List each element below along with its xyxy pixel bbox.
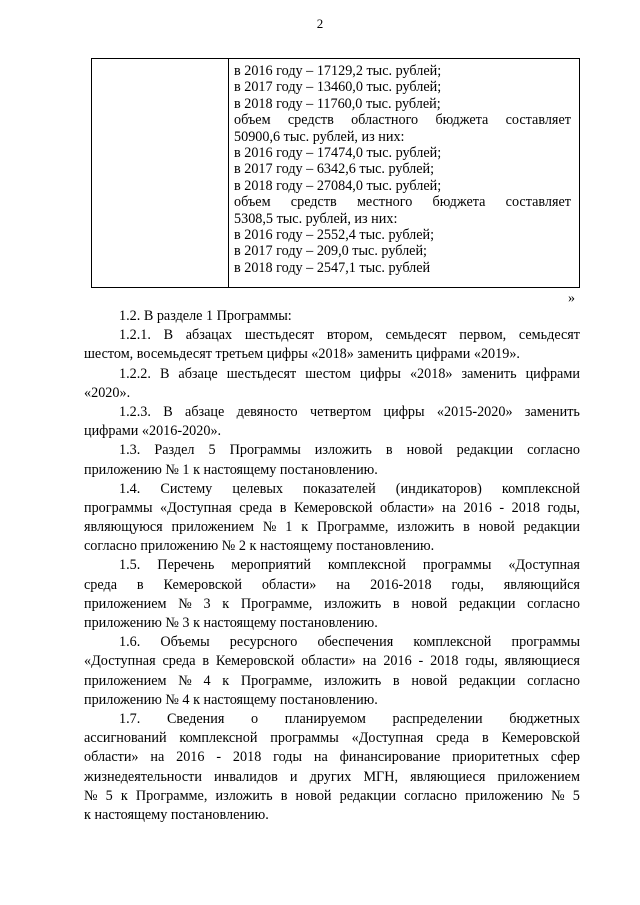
paragraph-word: в [392, 595, 400, 612]
table-cell-line [234, 194, 571, 210]
paragraph-word: новой [478, 519, 515, 536]
paragraph-word: годы, [547, 499, 580, 516]
paragraph-word: изложить [397, 519, 455, 536]
table-cell-word: средств [290, 194, 337, 211]
paragraph-word: на [442, 499, 456, 516]
paragraph-word: приложением [84, 595, 167, 612]
paragraph-word: абзацах [185, 327, 233, 344]
paragraph-word: являющиеся [410, 768, 486, 785]
paragraph-word: 5 [572, 787, 580, 804]
paragraph-line [84, 787, 580, 806]
paragraph-word: области» [301, 653, 356, 670]
paragraph-word: 2018 [232, 749, 262, 766]
table-cell-line: в 2016 году – 17474,0 тыс. рублей; [234, 144, 442, 161]
table-cell-word: составляет [505, 194, 571, 211]
paragraph-line [84, 556, 580, 575]
paragraph-line: согласно приложению № 2 к настоящему постановлению. [84, 538, 435, 555]
paragraph-line [84, 672, 580, 691]
table-cell-line: в 2017 году – 13460,0 тыс. рублей; [234, 79, 442, 96]
table-cell-line [234, 112, 571, 128]
paragraph-word: 1.2.3. [119, 403, 151, 420]
paragraph-word: среда [84, 576, 118, 593]
paragraph-word: на [313, 749, 328, 766]
paragraph-word: В [163, 327, 174, 344]
paragraph-word: комплексной [327, 557, 406, 574]
paragraph-word: являющиеся [504, 653, 580, 670]
paragraph-word: В [163, 403, 173, 420]
paragraph-word: 2018 [511, 499, 540, 516]
paragraph-line: 1.2. В разделе 1 Программы: [119, 308, 292, 324]
paragraph-word: в [136, 576, 144, 593]
paragraph-word: в [202, 653, 210, 670]
document-body [84, 307, 580, 825]
paragraph-line [84, 518, 580, 537]
paragraph-line [84, 652, 580, 671]
paragraph-word: «Доступная [160, 499, 232, 516]
paragraph-word: годы, [465, 653, 498, 670]
paragraph-word: приоритетных [452, 749, 540, 766]
paragraph-word: 1.2.2. [119, 365, 151, 382]
paragraph-word: № [551, 787, 565, 804]
paragraph-word: 2016-2018 [370, 576, 432, 593]
paragraph-word: согласно [527, 672, 580, 689]
paragraph-word: планируемом [284, 710, 366, 727]
paragraph-word: № [262, 519, 277, 536]
table-cell-line: 5308,5 тыс. рублей, из них: [234, 210, 398, 227]
paragraph-word: комплексной [501, 480, 580, 497]
paragraph-word: в [463, 519, 470, 536]
paragraph-word: и [289, 768, 298, 785]
paragraph-word: МГН, [363, 768, 399, 785]
paragraph-word: семьдесят [385, 327, 447, 344]
table-cell-word: средств [287, 112, 334, 129]
paragraph-word: на [150, 749, 165, 766]
paragraph-word: в [280, 787, 288, 804]
paragraph-word: 1.5. [119, 557, 141, 574]
paragraph-line [84, 480, 580, 499]
paragraph-word: программы [84, 499, 153, 516]
paragraph-word: Кемеровской [163, 576, 242, 593]
paragraph-word: абзаце [178, 365, 218, 382]
paragraph-word: ресурсного [229, 634, 298, 651]
paragraph-word: Кемеровской [215, 653, 295, 670]
table-cell-word: местного [356, 194, 413, 211]
page-number: 2 [316, 16, 324, 31]
table-cell-word: объем [234, 112, 271, 129]
paragraph-word: жизнедеятельности [84, 768, 202, 785]
paragraph-word: втором, [326, 327, 373, 344]
paragraph-word: 2016 [463, 499, 492, 516]
table-cell-word: областного [351, 112, 419, 129]
paragraph-word: среда [239, 499, 273, 516]
paragraph-word: Систему [160, 480, 213, 497]
paragraph-line [84, 365, 580, 384]
paragraph-word: № [178, 672, 192, 689]
table-cell-line: в 2018 году – 11760,0 тыс. рублей; [234, 95, 441, 112]
paragraph-word: Кемеровской [293, 499, 373, 516]
paragraph-line [84, 499, 580, 518]
paragraph-word: Раздел [154, 442, 195, 459]
table-cell-word: бюджета [435, 112, 489, 129]
paragraph-word: сфер [550, 749, 580, 766]
paragraph-word: изложить [324, 595, 382, 612]
paragraph-word: В [159, 365, 170, 382]
paragraph-word: 1.4. [119, 480, 141, 497]
paragraph-word: редакции [459, 672, 516, 689]
table-column-divider [228, 59, 229, 287]
paragraph-word: Программе, [240, 672, 313, 689]
paragraph-word: - [418, 653, 424, 670]
paragraph-line [84, 768, 580, 787]
paragraph-word: в [481, 730, 489, 747]
table-cell-line: в 2018 году – 27084,0 тыс. рублей; [234, 177, 442, 194]
paragraph-word: «2015-2020» [436, 403, 513, 420]
paragraph-word: к [301, 519, 309, 536]
paragraph-line: шестом, восемьдесят третьем цифры «2018» заменить цифрами «2019». [84, 346, 520, 363]
paragraph-line: «2020». [84, 384, 131, 401]
table-cell-word: объем [234, 194, 271, 211]
paragraph-word: редакции [339, 787, 397, 804]
paragraph-line [84, 441, 580, 460]
paragraph-word: 2018 [430, 653, 459, 670]
paragraph-line: приложению № 4 к настоящему постановлению. [84, 691, 378, 708]
paragraph-word: области» [261, 576, 317, 593]
paragraph-word: к [120, 787, 128, 804]
paragraph-word: показателей [303, 480, 376, 497]
paragraph-word: цифрами [525, 365, 580, 382]
paragraph-word: цифры [383, 403, 425, 420]
paragraph-word: новой [295, 787, 332, 804]
paragraph-line [84, 403, 580, 422]
paragraph-word: на [362, 653, 377, 670]
paragraph-word: шестьдесят [226, 365, 297, 382]
paragraph-word: 1.7. [119, 710, 141, 727]
paragraph-word: 2016 [383, 653, 412, 670]
paragraph-word: являющуюся [84, 519, 163, 536]
paragraph-word: «2018» [409, 365, 453, 382]
paragraph-word: согласно [527, 442, 580, 459]
paragraph-word: к [222, 595, 230, 612]
paragraph-word: в [385, 442, 393, 459]
paragraph-word: редакции [523, 519, 580, 536]
paragraph-word: (индикаторов) [395, 480, 482, 497]
paragraph-word: годы [273, 749, 303, 766]
paragraph-word: Перечень [157, 557, 215, 574]
paragraph-word: редакции [456, 442, 514, 459]
paragraph-word: к [222, 672, 230, 689]
paragraph-word: «Доступная [351, 730, 424, 747]
paragraph-word: приложением [497, 768, 580, 785]
paragraph-word: в [392, 672, 400, 689]
paragraph-line: цифрами «2016-2020». [84, 423, 222, 440]
paragraph-word: приложением [171, 519, 255, 536]
paragraph-word: обеспечения [317, 634, 394, 651]
paragraph-word: - [216, 749, 222, 766]
paragraph-word: 1.3. [119, 442, 141, 459]
paragraph-line [84, 729, 580, 748]
paragraph-word: финансирование [339, 749, 441, 766]
paragraph-word: Программе, [240, 595, 313, 612]
table-cell-funding [234, 63, 571, 276]
paragraph-line: приложению № 1 к настоящему постановлению. [84, 461, 378, 478]
paragraph-line [84, 576, 580, 595]
paragraph-word: целевых [232, 480, 283, 497]
paragraph-word: - [499, 499, 505, 516]
paragraph-line [84, 710, 580, 729]
paragraph-word: комплексной [413, 634, 492, 651]
paragraph-word: новой [411, 595, 448, 612]
paragraph-word: Программе, [135, 787, 208, 804]
table-cell-line: в 2018 году – 2547,1 тыс. рублей [234, 259, 431, 276]
paragraph-word: 2016 [176, 749, 205, 766]
table-cell-word: составляет [505, 112, 571, 129]
paragraph-word: девяносто [236, 403, 298, 420]
paragraph-word: четвертом [309, 403, 372, 420]
paragraph-word: приложением [84, 672, 167, 689]
paragraph-word: абзаце [185, 403, 225, 420]
paragraph-word: 5 [208, 442, 216, 459]
paragraph-word: шестом [305, 365, 351, 382]
paragraph-word: согласно [527, 595, 580, 612]
paragraph-word: новой [411, 672, 448, 689]
paragraph-word: заменить [524, 403, 580, 420]
paragraph-word: программы [422, 557, 492, 574]
paragraph-word: Программе, [316, 519, 389, 536]
paragraph-word: мероприятий [231, 557, 311, 574]
paragraph-word: о [251, 710, 259, 727]
table-cell-word: бюджета [432, 194, 486, 211]
table-cell-line: в 2017 году – 6342,6 тыс. рублей; [234, 161, 435, 178]
paragraph-line [84, 326, 580, 345]
paragraph-word: цифры [359, 365, 401, 382]
paragraph-word: инвалидов [214, 768, 278, 785]
paragraph-word: комплексной [179, 730, 258, 747]
table-cell-line: 50900,6 тыс. рублей, из них: [234, 128, 405, 145]
paragraph-word: редакции [459, 595, 516, 612]
table-cell-line: в 2016 году – 2552,4 тыс. рублей; [234, 226, 435, 243]
paragraph-word: 5 [105, 787, 113, 804]
paragraph-word: приложению [465, 787, 543, 804]
paragraph-word: других [309, 768, 352, 785]
paragraph-word: на [336, 576, 351, 593]
paragraph-word: 1 [285, 519, 293, 536]
paragraph-word: бюджетных [509, 710, 580, 727]
table-cell-line: в 2017 году – 209,0 тыс. рублей; [234, 243, 427, 260]
paragraph-word: № [84, 787, 98, 804]
paragraph-line [84, 595, 580, 614]
paragraph-word: 1.2.1. [119, 327, 151, 344]
paragraph-word: 1.6. [119, 634, 141, 651]
paragraph-word: «Доступная [508, 557, 580, 574]
paragraph-word: изложить [324, 672, 382, 689]
table-cell-line: в 2016 году – 17129,2 тыс. рублей; [234, 63, 442, 79]
paragraph-word: 4 [203, 672, 211, 689]
paragraph-word: среда [436, 730, 470, 747]
paragraph-line [84, 633, 580, 652]
paragraph-word: распределении [392, 710, 483, 727]
paragraph-word: изложить [215, 787, 273, 804]
paragraph-word: программы [511, 634, 580, 651]
paragraph-word: области» [84, 749, 139, 766]
paragraph-word: шестьдесят [244, 327, 315, 344]
closing-quote: » [568, 291, 575, 306]
paragraph-word: Кемеровской [501, 730, 580, 747]
paragraph-word: Объемы [160, 634, 210, 651]
budget-table [91, 58, 580, 288]
paragraph-word: в [279, 499, 287, 516]
paragraph-word: ассигнований [84, 730, 167, 747]
paragraph-line: к настоящему постановлению. [84, 806, 269, 823]
paragraph-word: области» [379, 499, 435, 516]
paragraph-word: семьдесят [518, 327, 580, 344]
paragraph-word: среда [162, 653, 196, 670]
paragraph-word: Программы [229, 442, 301, 459]
paragraph-line: приложению № 3 к настоящему постановлению. [84, 615, 378, 631]
paragraph-word: являющийся [503, 576, 580, 593]
paragraph-word: годы, [451, 576, 484, 593]
paragraph-word: новой [406, 442, 443, 459]
paragraph-word: 3 [203, 595, 211, 612]
paragraph-word: Сведения [166, 710, 225, 727]
paragraph-word: № [178, 595, 192, 612]
paragraph-word: согласно [404, 787, 458, 804]
paragraph-word: программы [270, 730, 339, 747]
paragraph-word: изложить [314, 442, 372, 459]
paragraph-word: «Доступная [84, 653, 156, 670]
paragraph-word: первом, [459, 327, 507, 344]
paragraph-word: заменить [461, 365, 517, 382]
paragraph-line [84, 748, 580, 767]
